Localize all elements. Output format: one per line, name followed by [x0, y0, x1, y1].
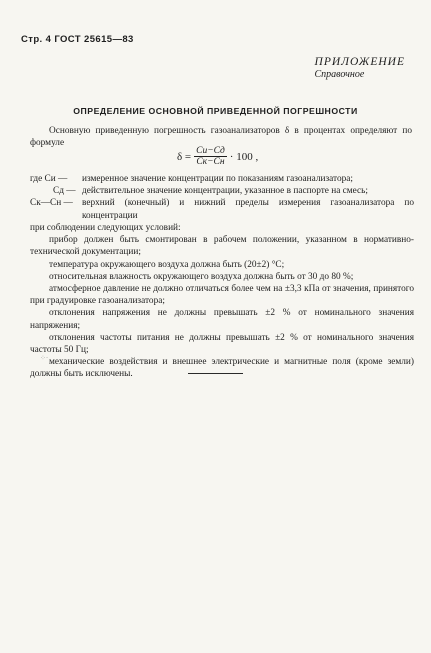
appendix-title: ПРИЛОЖЕНИЕ: [314, 56, 405, 68]
condition-item: прибор должен быть смонтирован в рабочем положении, указанном в нормативно-технической документации;: [30, 235, 414, 258]
definition-symbol: Cд —: [53, 186, 76, 197]
appendix-label: [315, 56, 405, 80]
scan-mark: ⁘·: [40, 354, 49, 362]
formula-fraction: [194, 146, 227, 167]
condition-item: отклонения напряжения не должны превышать ±2 % от номинального значения напряжения;: [30, 308, 414, 331]
end-divider: [188, 373, 243, 374]
definition-text: действительное значение концентрации, указанное в паспорте на смесь;: [82, 186, 368, 197]
definition-row: [30, 185, 414, 197]
condition-item: относительная влажность окружающего воздуха должна быть от 30 до 80 %;: [49, 271, 354, 282]
definition-symbol: где Cи —: [30, 174, 68, 184]
intro-paragraph: Основную приведенную погрешность газоанализаторов δ в процентах определяют по формуле: [30, 126, 412, 149]
condition-item: атмосферное давление не должно отличаться более чем на ±3,3 кПа от значения, принятого при градуировке газоанализатора;: [30, 284, 414, 307]
error-formula: [177, 146, 258, 167]
formula-denominator: Cк−Cн: [196, 157, 225, 167]
conditions-block: [30, 222, 414, 381]
definition-text: верхний (конечный) и нижний пределы измерения газоанализатора по концентрации: [82, 198, 414, 221]
conditions-intro: при соблюдении следующих условий:: [30, 223, 181, 233]
appendix-subtitle: Справочное: [314, 69, 365, 80]
condition-item: отклонения частоты питания не должны превышать ±2 % от номинального значения частоты 50 Гц;: [30, 332, 414, 356]
definition-text: измеренное значение концентрации по показаниям газоанализатора;: [82, 174, 353, 184]
condition-item: механические воздействия и внешнее электрические и магнитные поля (кроме земли) должны быть исключены.: [30, 357, 414, 380]
page-header: Стр. 4 ГОСТ 25615—83: [21, 34, 134, 45]
definition-symbol: Cк—Cн —: [30, 198, 73, 209]
definition-row: [30, 173, 414, 185]
formula-lhs: δ =: [177, 150, 192, 163]
condition-item: температура окружающего воздуха должна быть (20±2) °С;: [49, 259, 285, 270]
section-title: ОПРЕДЕЛЕНИЕ ОСНОВНОЙ ПРИВЕДЕННОЙ ПОГРЕШНОСТИ: [73, 106, 358, 116]
formula-numerator: Cи−Cд: [196, 146, 225, 156]
formula-rhs: · 100 ,: [229, 150, 259, 163]
definition-row: [30, 197, 414, 221]
definitions-list: [30, 173, 414, 222]
